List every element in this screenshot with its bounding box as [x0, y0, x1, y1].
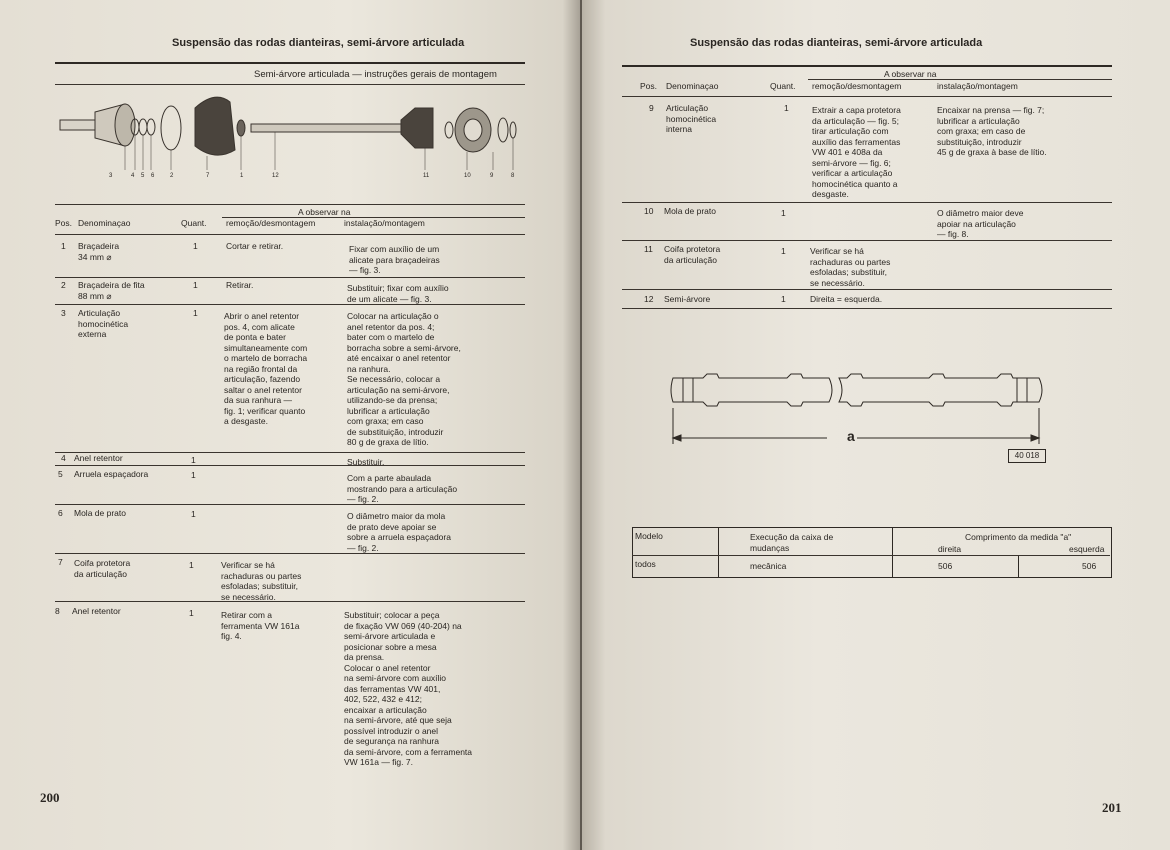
row-qty: 1 [781, 208, 786, 218]
row-install: Substituir. [347, 457, 385, 467]
row-install: Com a parte abaulada mostrando para a articulação — fig. 2. [347, 473, 458, 504]
part-label: 3 [109, 173, 113, 179]
col-install: instalação/montagem [937, 81, 1018, 91]
part-label: 9 [490, 173, 494, 179]
row-pos: 4 [61, 453, 66, 463]
col-removal: remoção/desmontagem [812, 81, 902, 91]
figure-code: 40 018 [1008, 449, 1046, 463]
model-col-divider [892, 527, 893, 577]
row-qty: 1 [191, 470, 196, 480]
row-left: 506 [1082, 561, 1097, 571]
row-pos: 11 [644, 244, 653, 254]
shaft-dimension-label: a [847, 428, 855, 444]
row-qty: 1 [784, 103, 789, 113]
col-observe: A observar na [884, 69, 937, 79]
right-page [582, 0, 1170, 850]
header-rule [55, 62, 525, 64]
row-rule [55, 452, 525, 453]
header-rule [622, 65, 1112, 67]
col-install: instalação/montagem [344, 218, 425, 228]
row-name: Articulação homocinética interna [666, 103, 717, 134]
row-name: Mola de prato [74, 508, 126, 518]
row-name: Braçadeira 34 mm ⌀ [78, 241, 120, 262]
row-name: Articulação homocinética externa [78, 308, 129, 339]
row-gearbox: mecânica [750, 561, 787, 571]
exploded-shaft-illustration [55, 90, 525, 180]
row-pos: 12 [644, 294, 654, 304]
row-install: Substituir; colocar a peça de fixação VW 069 (40-204) na semi-árvore articulada e posicionar sobre a mesa da prensa. Colocar o anel retentor na semi-árvore com auxílio das ferramentas VW 401, 402, 522, 432 e 412; encaixar a articulação na semi-árvore, até que seja possível introduzir o anel de segurança na ranhura da semi-árvore, com a ferramenta VW 161a — fig. 7. [344, 610, 473, 767]
row-pos: 10 [644, 206, 654, 216]
part-label: 2 [170, 173, 174, 179]
row-removal: Extrair a capa protetora da articulação — fig. 5; tirar articulação com auxílio das ferramentas VW 401 e 408a da semi-árvore — fig. 6; verificar a articulação homocinética quanto a desgaste. [812, 105, 901, 199]
col-left: esquerda [1069, 544, 1105, 554]
row-qty: 1 [781, 246, 786, 256]
page-number: 201 [1102, 800, 1122, 815]
row-rule [55, 504, 525, 505]
row-model: todos [635, 559, 656, 569]
shaft-drawing [667, 368, 1052, 453]
row-removal: Verificar se há rachaduras ou partes esfoladas; substituir, se necessário. [221, 560, 302, 602]
row-name: Coifa protetora da articulação [664, 244, 721, 265]
row-pos: 9 [649, 103, 654, 113]
col-model: Modelo [635, 531, 663, 541]
row-rule [55, 277, 525, 278]
subheader-rule [55, 84, 525, 85]
observe-rule [808, 79, 1112, 80]
row-right: 506 [938, 561, 953, 571]
col-name: Denominaçao [78, 218, 131, 228]
model-col-divider [718, 527, 719, 577]
row-removal: Direita = esquerda. [810, 294, 883, 304]
part-label: 10 [464, 173, 471, 179]
row-qty: 1 [781, 294, 786, 304]
row-qty: 1 [193, 280, 198, 290]
table-header-rule [622, 96, 1112, 97]
row-rule [622, 289, 1112, 290]
row-install: Fixar com auxílio de um alicate para braçadeiras — fig. 3. [349, 244, 440, 275]
col-observe: A observar na [298, 207, 351, 217]
row-qty: 1 [193, 308, 198, 318]
row-removal: Retirar com a ferramenta VW 161a fig. 4. [221, 610, 300, 641]
row-rule [622, 202, 1112, 203]
left-page [0, 0, 580, 850]
row-removal: Verificar se há rachaduras ou partes esfoladas; substituir, se necessário. [810, 246, 891, 288]
col-qty: Quant. [181, 218, 207, 228]
part-label: 7 [206, 173, 210, 179]
row-install: O diâmetro maior deve apoiar na articulação — fig. 8. [937, 208, 1024, 239]
row-name: Braçadeira de fita 88 mm ⌀ [78, 280, 145, 301]
row-removal: Cortar e retirar. [226, 241, 284, 251]
right-page-header: Suspensão das rodas dianteiras, semi-árvore articulada [690, 37, 983, 49]
row-name: Anel retentor [74, 453, 123, 463]
part-label: 11 [423, 173, 430, 179]
row-name: Mola de prato [664, 206, 716, 216]
part-label: 5 [141, 173, 145, 179]
row-install: Colocar na articulação o anel retentor da pos. 4; bater com o martelo de borracha sobre a semi-árvore, até encaixar o anel retentor na ranhura. Se necessário, colocar a articulação na semi-árvore, utilizando-se da prensa; lubrificar a articulação com graxa; em caso de substituição, introduzir 80 g de graxa de lítio. [347, 311, 461, 447]
row-removal: Retirar. [226, 280, 254, 290]
row-name: Arruela espaçadora [74, 469, 149, 479]
row-qty: 1 [191, 509, 196, 519]
row-rule [55, 465, 525, 466]
col-qty: Quant. [770, 81, 796, 91]
part-label: 6 [151, 173, 155, 179]
row-pos: 7 [58, 557, 63, 567]
row-rule [55, 601, 525, 602]
left-page-subheader: Semi-árvore articulada — instruções gerais de montagem [254, 69, 497, 80]
row-pos: 3 [61, 308, 66, 318]
row-rule [55, 304, 525, 305]
col-right: direita [938, 544, 962, 554]
table-header-rule [55, 234, 525, 235]
col-length: Comprimento da medida "a" [965, 532, 1072, 542]
row-pos: 2 [61, 280, 66, 290]
col-name: Denominaçao [666, 81, 719, 91]
row-pos: 5 [58, 469, 63, 479]
part-label: 12 [272, 173, 279, 179]
col-gearbox: Execução da caixa de mudanças [750, 532, 834, 553]
left-page-header: Suspensão das rodas dianteiras, semi-árvore articulada [172, 37, 465, 49]
page-number: 200 [40, 790, 60, 805]
row-install: Encaixar na prensa — fig. 7; lubrificar a articulação com graxa; em caso de substituição, introduzir 45 g de graxa à base de lítio. [937, 105, 1047, 157]
row-qty: 1 [189, 608, 194, 618]
row-pos: 6 [58, 508, 63, 518]
model-col-divider [1018, 556, 1019, 577]
part-label: 1 [240, 173, 244, 179]
part-label: 8 [511, 173, 515, 179]
row-install: Substituir; fixar com auxílio de um alicate — fig. 3. [347, 283, 449, 304]
row-pos: 8 [55, 606, 60, 616]
row-removal: Abrir o anel retentor pos. 4, com alicate de ponta e bater simultaneamente com o martelo de borracha na região frontal da articulação, fazendo saltar o anel retentor da sua ranhura — fig. 1; verificar quanto a desgaste. [224, 311, 308, 426]
row-pos: 1 [61, 241, 66, 251]
col-removal: remoção/desmontagem [226, 218, 316, 228]
row-name: Anel retentor [72, 606, 121, 616]
row-rule [622, 240, 1112, 241]
part-label: 4 [131, 173, 135, 179]
row-install: O diâmetro maior da mola de prato deve apoiar se sobre a arruela espaçadora — fig. 2. [347, 511, 451, 553]
row-qty: 1 [193, 241, 198, 251]
row-rule [55, 553, 525, 554]
row-name: Coifa protetora da articulação [74, 558, 131, 579]
model-header-rule [632, 555, 1110, 556]
col-pos: Pos. [640, 81, 658, 91]
row-name: Semi-árvore [664, 294, 711, 304]
table-top-rule [55, 204, 525, 205]
row-qty: 1 [191, 455, 196, 465]
col-pos: Pos. [55, 218, 73, 228]
row-rule [622, 308, 1112, 309]
row-qty: 1 [189, 560, 194, 570]
